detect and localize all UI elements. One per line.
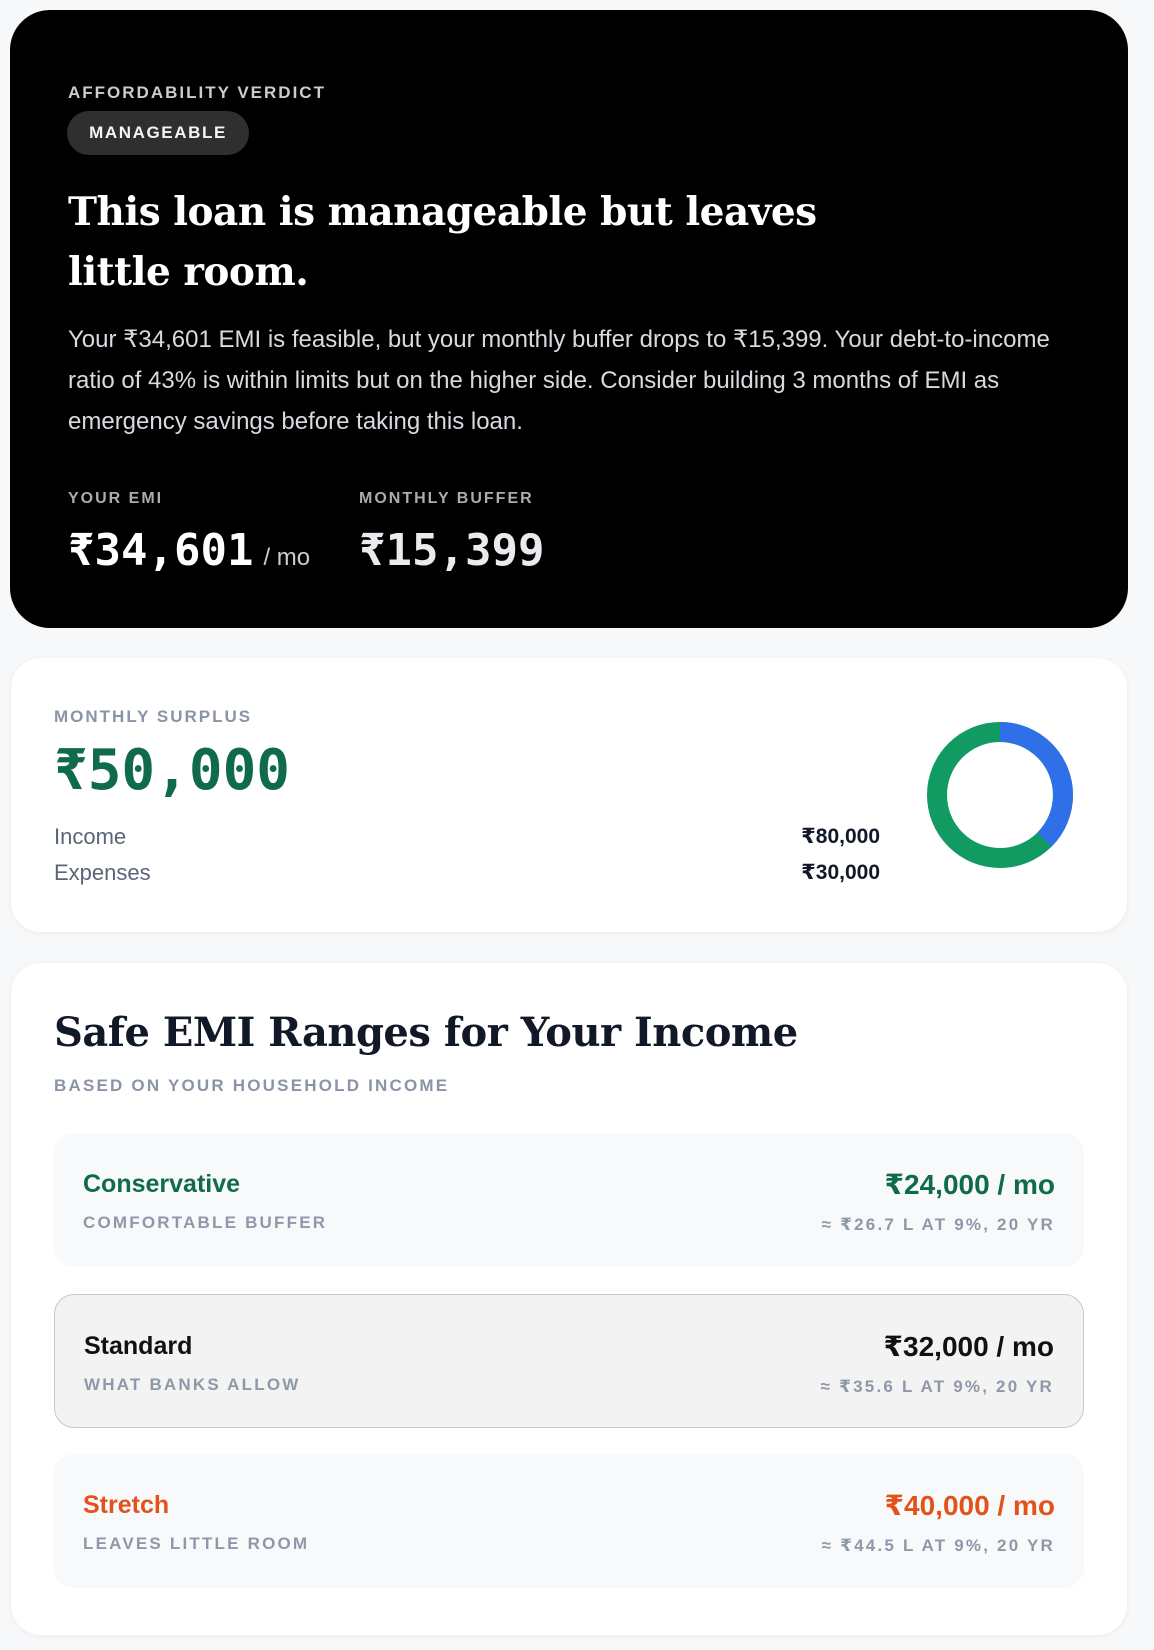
income-label: Income [54, 824, 127, 849]
tier-note: COMFORTABLE BUFFER [83, 1213, 328, 1232]
your-emi-unit: / mo [263, 544, 311, 571]
tier-loan-estimate: ≈ ₹44.5 L AT 9%, 20 YR [821, 1536, 1055, 1555]
income-value: ₹80,000 [801, 825, 880, 848]
tier-name: Standard [84, 1332, 193, 1360]
verdict-description: Your ₹34,601 EMI is feasible, but your monthly buffer drops to ₹15,399. Your debt-to-income ratio of 43% is within limits but on the higher side. Consider building 3 months of EMI as emergency savings before taking this loan. [68, 326, 1050, 435]
your-emi-label: YOUR EMI [68, 490, 164, 507]
monthly-buffer-value: ₹15,399 [359, 525, 545, 576]
tier-standard[interactable] [54, 1294, 1084, 1428]
tier-note: LEAVES LITTLE ROOM [83, 1534, 310, 1553]
surplus-donut-chart [920, 715, 1080, 875]
monthly-surplus-card [11, 658, 1127, 932]
verdict-eyebrow: AFFORDABILITY VERDICT [68, 83, 326, 102]
tier-name: Conservative [83, 1170, 241, 1198]
tier-emi: ₹40,000 / mo [884, 1490, 1055, 1521]
monthly-surplus-amount: ₹50,000 [54, 738, 291, 803]
tier-stretch[interactable] [54, 1454, 1084, 1588]
expenses-value: ₹30,000 [801, 861, 880, 884]
expenses-label: Expenses [54, 860, 151, 885]
monthly-buffer-label: MONTHLY BUFFER [359, 490, 534, 507]
tier-emi: ₹32,000 / mo [883, 1331, 1054, 1362]
verdict-headline: This loan is manageable but leaves little room. [68, 189, 817, 295]
tier-name: Stretch [83, 1491, 170, 1519]
tier-loan-estimate: ≈ ₹35.6 L AT 9%, 20 YR [820, 1377, 1054, 1396]
tier-note: WHAT BANKS ALLOW [84, 1375, 301, 1394]
affordability-verdict-card [10, 10, 1128, 628]
safe-emi-ranges-card [11, 963, 1127, 1635]
safe-emi-ranges-title: Safe EMI Ranges for Your Income [54, 1009, 798, 1056]
your-emi-value: ₹34,601 [68, 525, 254, 576]
your-emi-stat [68, 490, 310, 576]
monthly-surplus-label: MONTHLY SURPLUS [54, 707, 253, 726]
tier-emi: ₹24,000 / mo [884, 1169, 1055, 1200]
expenses-row [54, 860, 880, 886]
safe-emi-ranges-subtitle: BASED ON YOUR HOUSEHOLD INCOME [54, 1076, 450, 1095]
tier-loan-estimate: ≈ ₹26.7 L AT 9%, 20 YR [821, 1215, 1055, 1234]
monthly-buffer-stat [359, 490, 544, 576]
tier-conservative[interactable] [54, 1133, 1084, 1267]
income-row [54, 824, 880, 850]
verdict-status-badge: MANAGEABLE [67, 111, 249, 155]
your-emi-value-row [68, 525, 310, 576]
